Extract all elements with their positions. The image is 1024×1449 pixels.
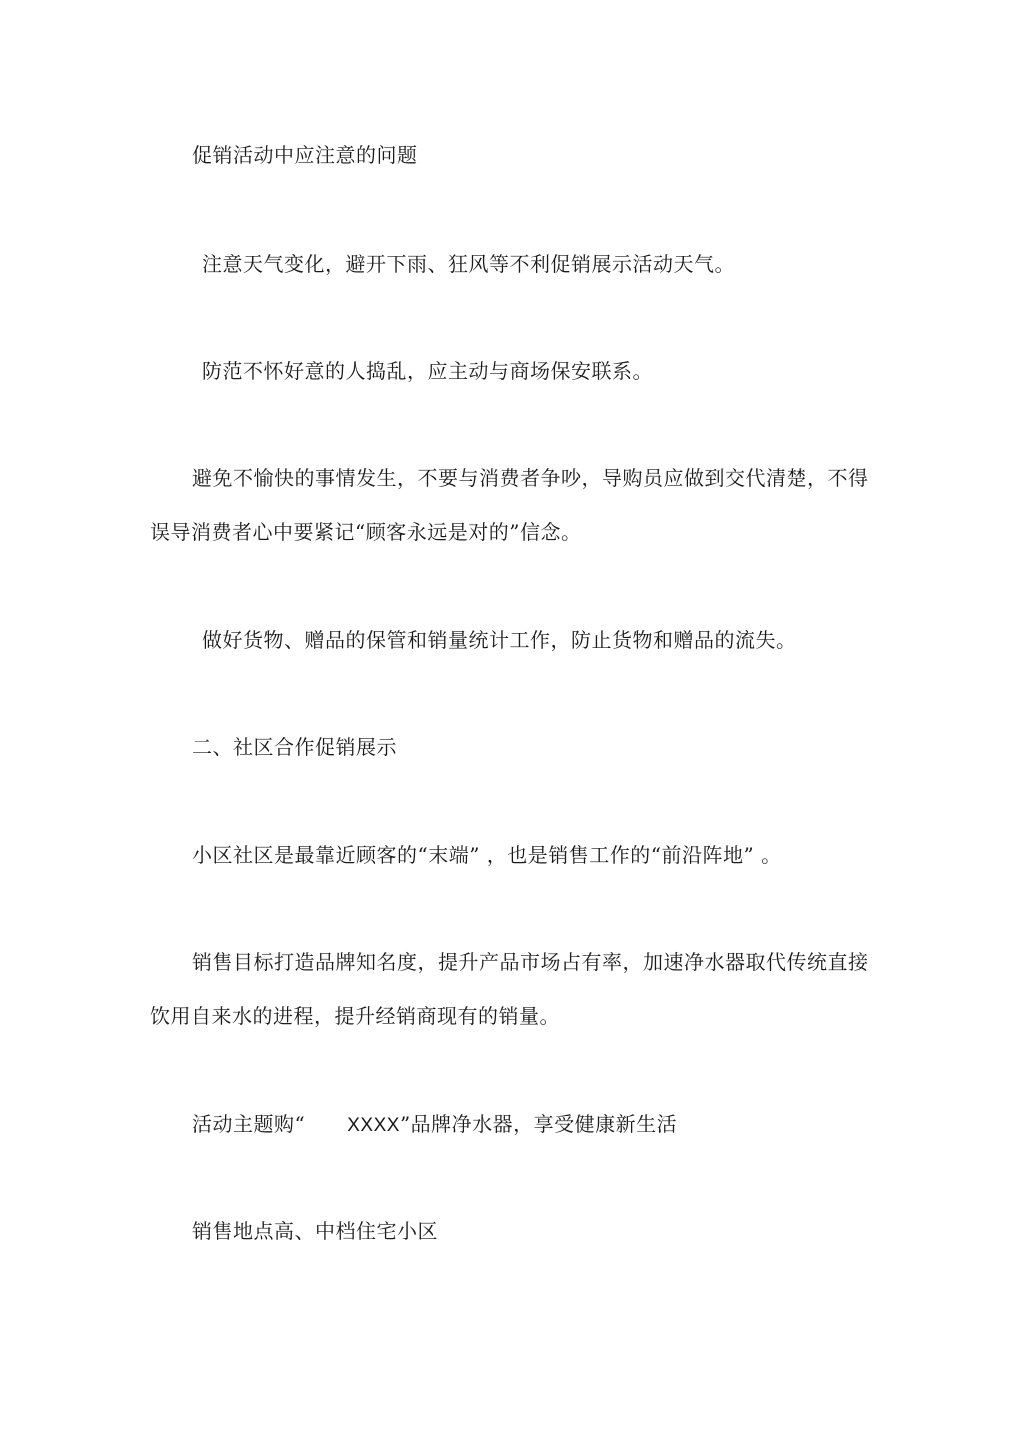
section-heading-community: 二、社区合作促销展示 bbox=[192, 735, 397, 759]
paragraph-community-frontline: 小区社区是最靠近顾客的“末端” ，也是销售工作的“前沿阵地” 。 bbox=[192, 843, 782, 867]
paragraph-inventory: 做好货物、赠品的保管和销量统计工作，防止货物和赠品的流失。 bbox=[202, 628, 797, 652]
paragraph-security: 防范不怀好意的人捣乱，应主动与商场保安联系。 bbox=[202, 359, 653, 383]
paragraph-avoid-conflict-line1: 避免不愉快的事情发生，不要与消费者争吵，导购员应做到交代清楚，不得 bbox=[192, 466, 869, 490]
paragraph-weather: 注意天气变化，避开下雨、狂风等不利促销展示活动天气。 bbox=[202, 252, 735, 276]
paragraph-avoid-conflict-line2: 误导消费者心中要紧记“顾客永远是对的”信念。 bbox=[150, 520, 582, 544]
brand-placeholder: XXXX bbox=[347, 1115, 400, 1136]
activity-theme-prefix: 活动主题购“ bbox=[192, 1112, 306, 1136]
paragraph-sales-location: 销售地点高、中档住宅小区 bbox=[192, 1219, 438, 1243]
activity-theme-suffix: ”品牌净水器，享受健康新生活 bbox=[399, 1112, 678, 1136]
paragraph-sales-target-line1: 销售目标打造品牌知名度，提升产品市场占有率，加速净水器取代传统直接 bbox=[192, 950, 869, 974]
paragraph-sales-target-line2: 饮用自来水的进程，提升经销商现有的销量。 bbox=[150, 1004, 560, 1028]
paragraph-activity-theme bbox=[192, 1112, 677, 1138]
heading-promotion-notes: 促销活动中应注意的问题 bbox=[192, 143, 418, 167]
